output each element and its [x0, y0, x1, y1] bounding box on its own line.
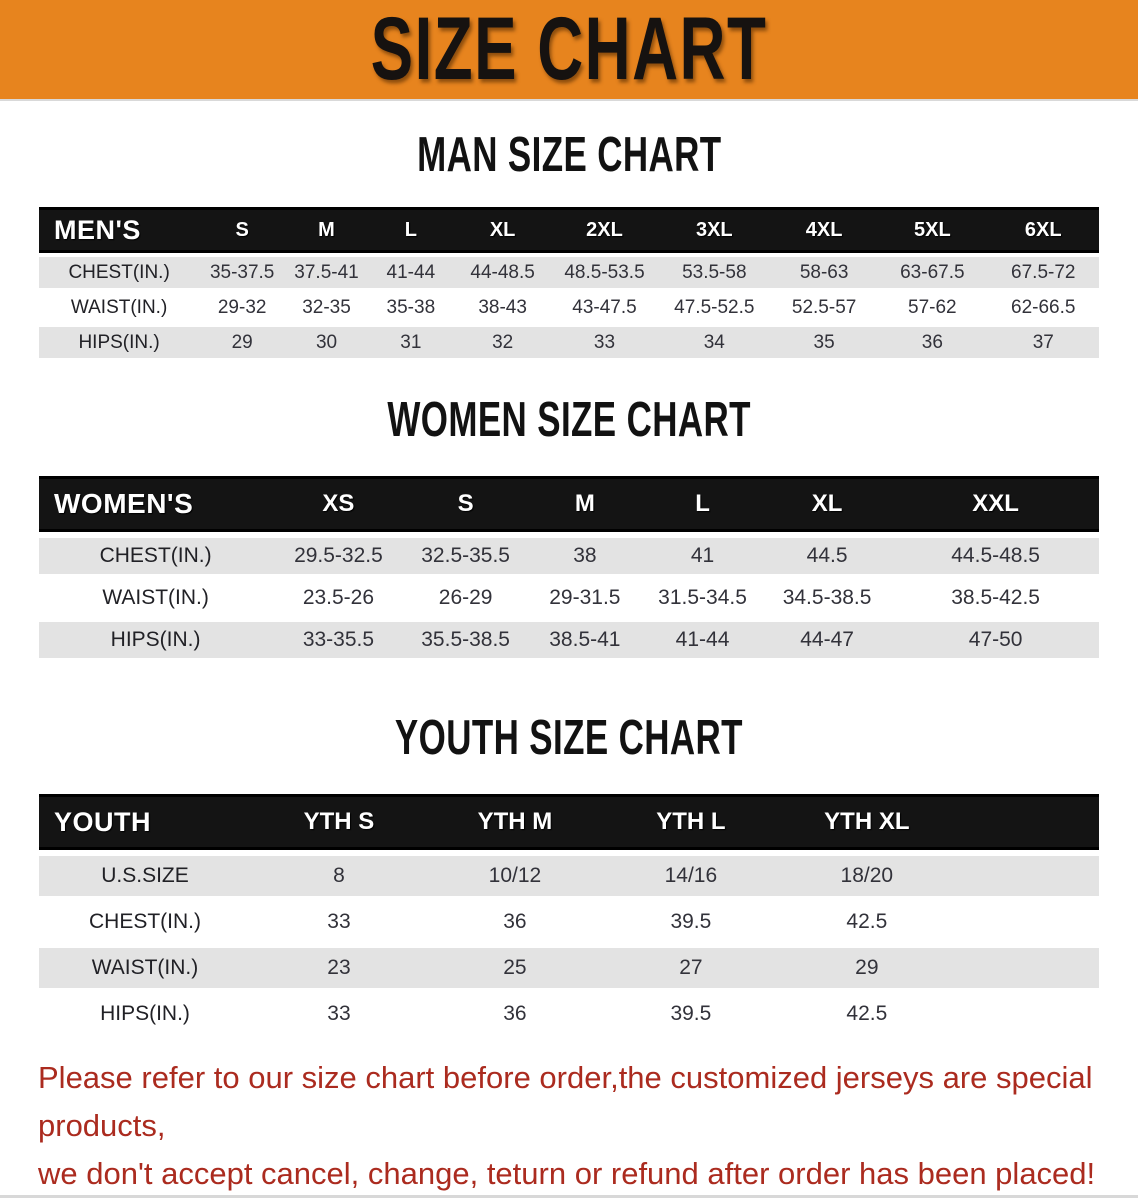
table-header-row: [39, 207, 1099, 253]
youth-size-table: [39, 788, 1099, 1040]
table-corner-label: YOUTH: [39, 794, 251, 850]
spacer-cell: [955, 902, 1099, 942]
size-value: 36: [427, 994, 603, 1034]
size-value: 38.5-41: [527, 622, 644, 658]
measurement-row: [39, 580, 1099, 616]
size-value: 38.5-42.5: [892, 580, 1099, 616]
size-column-header: 2XL: [551, 207, 657, 253]
spacer-cell: [955, 948, 1099, 988]
row-label: HIPS(IN.): [39, 622, 272, 658]
size-value: 31.5-34.5: [643, 580, 762, 616]
size-value: 26-29: [405, 580, 527, 616]
size-value: 42.5: [779, 902, 955, 942]
size-column-header: YTH S: [251, 794, 427, 850]
banner: [0, 0, 1138, 101]
size-value: 23.5-26: [272, 580, 405, 616]
size-value: 41-44: [368, 257, 454, 288]
size-column-header: XL: [454, 207, 552, 253]
size-value: 37.5-41: [285, 257, 368, 288]
size-value: 14/16: [603, 856, 779, 896]
size-value: 47.5-52.5: [658, 292, 772, 323]
page-title: SIZE CHART: [370, 0, 768, 99]
women-size-table: [39, 470, 1099, 664]
row-label: CHEST(IN.): [39, 538, 272, 574]
size-column-header: YTH L: [603, 794, 779, 850]
measurement-row: [39, 327, 1099, 358]
size-column-header: S: [199, 207, 285, 253]
spacer-column-header: [955, 794, 1099, 850]
size-column-header: YTH XL: [779, 794, 955, 850]
size-value: 34: [658, 327, 772, 358]
size-column-header: S: [405, 476, 527, 532]
size-value: 36: [427, 902, 603, 942]
disclaimer-line-2: we don't accept cancel, change, teturn or refund after order has been placed!: [38, 1156, 1096, 1191]
size-value: 39.5: [603, 902, 779, 942]
measurement-row: [39, 994, 1099, 1034]
row-label: HIPS(IN.): [39, 327, 199, 358]
row-label: WAIST(IN.): [39, 292, 199, 323]
size-value: 8: [251, 856, 427, 896]
spacer-cell: [955, 856, 1099, 896]
men-section-heading-text: MAN SIZE CHART: [416, 126, 722, 182]
size-value: 29.5-32.5: [272, 538, 405, 574]
size-column-header: L: [368, 207, 454, 253]
size-value: 32-35: [285, 292, 368, 323]
size-value: 29: [199, 327, 285, 358]
size-value: 30: [285, 327, 368, 358]
size-value: 48.5-53.5: [551, 257, 657, 288]
size-value: 63-67.5: [877, 257, 987, 288]
row-label: U.S.SIZE: [39, 856, 251, 896]
size-value: 33: [251, 902, 427, 942]
size-column-header: M: [527, 476, 644, 532]
women-section-heading: [0, 392, 1138, 446]
men-section-heading: [0, 127, 1138, 181]
size-value: 47-50: [892, 622, 1099, 658]
section-men: [0, 127, 1138, 362]
size-value: 32: [454, 327, 552, 358]
size-value: 35-38: [368, 292, 454, 323]
size-value: 44.5: [762, 538, 892, 574]
size-value: 42.5: [779, 994, 955, 1034]
size-column-header: L: [643, 476, 762, 532]
size-value: 52.5-57: [771, 292, 877, 323]
size-value: 41: [643, 538, 762, 574]
size-value: 29-31.5: [527, 580, 644, 616]
measurement-row: [39, 538, 1099, 574]
men-size-table: [39, 203, 1099, 362]
size-value: 36: [877, 327, 987, 358]
size-column-header: 6XL: [988, 207, 1099, 253]
size-value: 67.5-72: [988, 257, 1099, 288]
size-column-header: XS: [272, 476, 405, 532]
spacer-cell: [955, 994, 1099, 1034]
size-value: 29: [779, 948, 955, 988]
measurement-row: [39, 856, 1099, 896]
size-value: 27: [603, 948, 779, 988]
size-value: 34.5-38.5: [762, 580, 892, 616]
measurement-row: [39, 902, 1099, 942]
size-column-header: M: [285, 207, 368, 253]
row-label: WAIST(IN.): [39, 948, 251, 988]
size-value: 32.5-35.5: [405, 538, 527, 574]
section-youth: [0, 710, 1138, 1040]
size-value: 44-47: [762, 622, 892, 658]
size-value: 35: [771, 327, 877, 358]
size-value: 33: [251, 994, 427, 1034]
table-corner-label: WOMEN'S: [39, 476, 272, 532]
size-value: 58-63: [771, 257, 877, 288]
size-value: 18/20: [779, 856, 955, 896]
size-value: 53.5-58: [658, 257, 772, 288]
size-value: 31: [368, 327, 454, 358]
size-value: 33: [551, 327, 657, 358]
table-header-row: [39, 476, 1099, 532]
row-label: CHEST(IN.): [39, 902, 251, 942]
disclaimer-line-1: Please refer to our size chart before order,the customized jerseys are special products,: [38, 1060, 1093, 1143]
women-section-heading-text: WOMEN SIZE CHART: [387, 391, 751, 447]
table-corner-label: MEN'S: [39, 207, 199, 253]
size-value: 37: [988, 327, 1099, 358]
row-label: WAIST(IN.): [39, 580, 272, 616]
size-value: 57-62: [877, 292, 987, 323]
size-value: 44.5-48.5: [892, 538, 1099, 574]
size-value: 29-32: [199, 292, 285, 323]
section-women: [0, 392, 1138, 664]
size-value: 23: [251, 948, 427, 988]
measurement-row: [39, 257, 1099, 288]
size-value: 44-48.5: [454, 257, 552, 288]
size-value: 33-35.5: [272, 622, 405, 658]
size-value: 35.5-38.5: [405, 622, 527, 658]
size-column-header: XL: [762, 476, 892, 532]
row-label: HIPS(IN.): [39, 994, 251, 1034]
measurement-row: [39, 622, 1099, 658]
size-column-header: 4XL: [771, 207, 877, 253]
size-column-header: YTH M: [427, 794, 603, 850]
size-value: 43-47.5: [551, 292, 657, 323]
size-column-header: 3XL: [658, 207, 772, 253]
youth-section-heading: [0, 710, 1138, 764]
size-value: 38-43: [454, 292, 552, 323]
size-value: 39.5: [603, 994, 779, 1034]
disclaimer: [0, 1054, 1138, 1198]
measurement-row: [39, 948, 1099, 988]
size-column-header: XXL: [892, 476, 1099, 532]
row-label: CHEST(IN.): [39, 257, 199, 288]
size-value: 41-44: [643, 622, 762, 658]
size-value: 35-37.5: [199, 257, 285, 288]
table-header-row: [39, 794, 1099, 850]
measurement-row: [39, 292, 1099, 323]
size-value: 25: [427, 948, 603, 988]
size-value: 10/12: [427, 856, 603, 896]
size-value: 38: [527, 538, 644, 574]
youth-section-heading-text: YOUTH SIZE CHART: [395, 709, 743, 765]
size-column-header: 5XL: [877, 207, 987, 253]
size-value: 62-66.5: [988, 292, 1099, 323]
